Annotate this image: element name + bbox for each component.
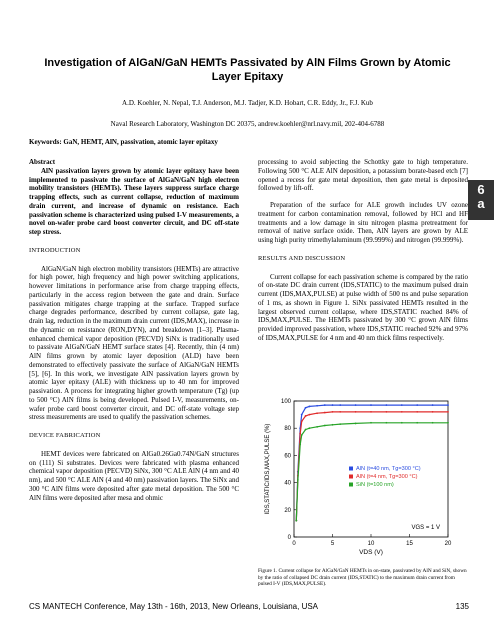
- left-column: [29, 158, 239, 502]
- series-point-1: [299, 433, 301, 435]
- series-point-0: [355, 404, 357, 406]
- series-point-0: [370, 404, 372, 406]
- y-tick-label: 80: [284, 426, 291, 433]
- page-footer: [29, 602, 469, 611]
- series-point-1: [316, 412, 318, 414]
- series-point-2: [386, 422, 388, 424]
- y-axis-label: IDS,STATIC/IDS,MAX,PULSE (%): [265, 423, 271, 515]
- series-point-0: [309, 406, 311, 408]
- series-point-1: [305, 415, 307, 417]
- device-fabrication-heading: DEVICE FABRICATION: [29, 432, 101, 439]
- series-point-0: [324, 404, 326, 406]
- chart-annotation: VGS = 1 V: [411, 524, 440, 531]
- series-point-0: [401, 404, 403, 406]
- series-point-0: [416, 404, 418, 406]
- legend-swatch-0: [349, 467, 353, 471]
- series-point-2: [295, 520, 297, 522]
- legend-label-0: AlN (t=40 nm, Tg=300 °C): [356, 466, 421, 472]
- series-point-0: [432, 404, 434, 406]
- series-point-1: [370, 411, 372, 413]
- figure-1-chart: [258, 395, 468, 567]
- abstract-text: AlN passivation layers grown by atomic layer epitaxy have been implemented to passivate the surface of AlGaN/GaN high electron mobility transistors (HEMTs). These layers suppress surface charge trapping effects, such as current collapse, reduction of maximum drain current, and increase of dynamic on resistance. Each passivation scheme is characterized using pulsed I-V measurements, a novel on-wafer probe card boost converter circuit, and DC off-state step stress.: [29, 166, 239, 236]
- abstract-heading: Abstract: [29, 158, 56, 166]
- legend-swatch-2: [349, 483, 353, 487]
- plot-area: [265, 399, 452, 556]
- fabrication-continued-text: processing to avoid subjecting the Schottky gate to high temperature. Following 500 °C ALE AlN deposition, a potassium borate-based etch [7] opened a recess for gate metal deposition, then gate metal is deposited followed by lift-off.: [258, 158, 468, 193]
- series-point-2: [339, 423, 341, 425]
- keywords: Keywords: GaN, HEMT, AlN, passivation, atomic layer epitaxy: [29, 138, 218, 146]
- legend-label-2: SiN (t=100 nm): [356, 482, 394, 488]
- series-point-1: [401, 411, 403, 413]
- x-tick-label: 0: [292, 541, 296, 547]
- series-point-2: [297, 479, 299, 481]
- series-point-1: [416, 411, 418, 413]
- series-point-1: [309, 414, 311, 416]
- series-point-0: [386, 404, 388, 406]
- series-point-1: [301, 421, 303, 423]
- x-tick-label: 15: [406, 541, 413, 547]
- series-point-2: [301, 434, 303, 436]
- y-tick-label: 60: [284, 453, 291, 460]
- series-point-2: [432, 422, 434, 424]
- legend-label-1: AlN (t=4 nm, Tg=300 °C): [356, 474, 418, 480]
- series-point-0: [339, 404, 341, 406]
- series-point-2: [416, 422, 418, 424]
- figure-1-caption: Figure 1. Current collapse for AlGaN/GaN HEMTs in on-state, passivated by AlN and SiN, shown by the ratio of collapsed DC drain current (IDS,STATIC) to the maximum drain current from pulsed I-V (IDS,MAX,PULSE).: [258, 568, 467, 588]
- series-point-2: [401, 422, 403, 424]
- surface-preparation-text: Preparation of the surface for ALE growth includes UV ozone treatment for carbon contamination removal, followed by HCl and HF treatments and a low damage in situ nitrogen plasma pretreatment for removal of native surface oxide. Then, AlN layers are grown by ALE using high purity trimethylaluminum (99.999%) and nitrogen (99.999%).: [258, 201, 468, 244]
- y-tick-label: 0: [287, 535, 291, 541]
- series-point-2: [309, 427, 311, 429]
- series-point-2: [324, 425, 326, 427]
- series-point-1: [355, 411, 357, 413]
- affiliation: Naval Research Laboratory, Washington DC 20375, andrew.koehler@nrl.navy.mil, 202-404-6788: [110, 120, 385, 128]
- series-point-0: [447, 404, 449, 406]
- series-point-1: [339, 411, 341, 413]
- results-text: Current collapse for each passivation scheme is compared by the ratio of on-state DC drain current (IDS,STATIC) to the maximum pulsed drain current (IDS,MAX,PULSE) at pulse width of 500 ns and pulse separation of 1 ms, as shown in Figure 1. SiNx passivated HEMTs resulted in the largest observed current collapse, where IDS,STATIC reached 84% of IDS,MAX,PULSE. The HEMTs passivated by 300 °C grown AlN films provided improved passivation, where IDS,STATIC reached 92% and 97% of IDS,MAX,PULSE for 4 nm and 40 nm thick films respectively.: [258, 272, 468, 342]
- series-point-0: [301, 414, 303, 416]
- x-tick-label: 10: [367, 541, 375, 547]
- page-number: 135: [455, 602, 469, 611]
- section-tab: [468, 180, 494, 220]
- device-fabrication-text: HEMT devices were fabricated on AlGa0.26Ga0.74N/GaN structures on (111) Si substrates. Devices were fabricated with plasma enhanced chemical vapor deposition (PECVD) SiNx, 300 °C ALE AlN (4 nm and 40 nm), and 500 °C ALE AlN (4 and 40 nm) passivation layers. The SiNx and 300 °C AlN films were deposited after gate metal deposition. The 500 °C AlN films were deposited after mesa and ohmic: [29, 449, 239, 502]
- series-point-2: [332, 424, 334, 426]
- series-point-1: [324, 412, 326, 414]
- series-point-0: [316, 405, 318, 407]
- legend-swatch-1: [349, 475, 353, 479]
- x-axis-label: VDS (V): [359, 549, 383, 556]
- series-point-1: [432, 411, 434, 413]
- conference-name: CS MANTECH Conference, May 13th - 16th, 2013, New Orleans, Louisiana, USA: [29, 602, 319, 611]
- paper-title: Investigation of AlGaN/GaN HEMTs Passivated by AlN Films Grown by Atomic Layer Epitaxy: [44, 57, 451, 83]
- series-point-0: [332, 404, 334, 406]
- y-tick-label: 40: [284, 480, 291, 487]
- series-point-2: [370, 422, 372, 424]
- x-tick-label: 20: [444, 541, 452, 547]
- x-tick-label: 5: [330, 541, 335, 547]
- series-point-1: [447, 411, 449, 413]
- series-point-2: [299, 444, 301, 446]
- author-list: A.D. Koehler, N. Nepal, T.J. Anderson, M.J. Tadjer, K.D. Hobart, C.R. Eddy, Jr., F.J. Kub: [122, 99, 373, 107]
- right-column: [258, 158, 468, 343]
- y-tick-label: 20: [284, 507, 291, 514]
- section-tab-label: 6 a: [477, 182, 485, 211]
- introduction-text: AlGaN/GaN high electron mobility transistors (HEMTs) are attractive for high power, high frequency and high power switching applications, however limitations in performance arise from charge trapping effects, particularly in the access region between the gate and drain. Surface passivation mitigates charge trapping at the surface. Trapped surface charge degrades performance, described by current collapse, gate lag, drain lag, reduction in the maximum drain current (IDS,MAX), increase in the dynamic on resistance (RON,DYN), and breakdown [1–3]. Plasma-enhanced chemical vapor deposition (PECVD) SiNx is traditionally used to passivate AlGaN/GaN HEMT surface states [4]. Recently, thin (4 nm) AlN films grown by atomic layer deposition (ALD) have been demonstrated to effectively passivate the surface of AlGaN/GaN HEMTs [5], [6]. In this work, we investigate AlN passivation layers grown by atomic layer epitaxy (ALE) with thickness up to 40 nm for improved passivation. A process for integrating higher growth temperature (Tg) (up to 500 °C) AlN films is being developed. Pulsed I-V, measurements, on-wafer probe card boost converter circuit, and DC off-state voltage step stress measurements are used to qualify the passivation schemes.: [29, 264, 239, 422]
- y-tick-label: 100: [280, 399, 291, 405]
- series-point-2: [447, 422, 449, 424]
- introduction-heading: INTRODUCTION: [29, 246, 81, 254]
- results-heading: RESULTS AND DISCUSSION: [258, 254, 346, 262]
- series-point-1: [332, 411, 334, 413]
- series-point-2: [305, 429, 307, 431]
- series-point-2: [316, 426, 318, 428]
- series-point-0: [305, 407, 307, 409]
- series-point-2: [355, 423, 357, 425]
- series-point-1: [386, 411, 388, 413]
